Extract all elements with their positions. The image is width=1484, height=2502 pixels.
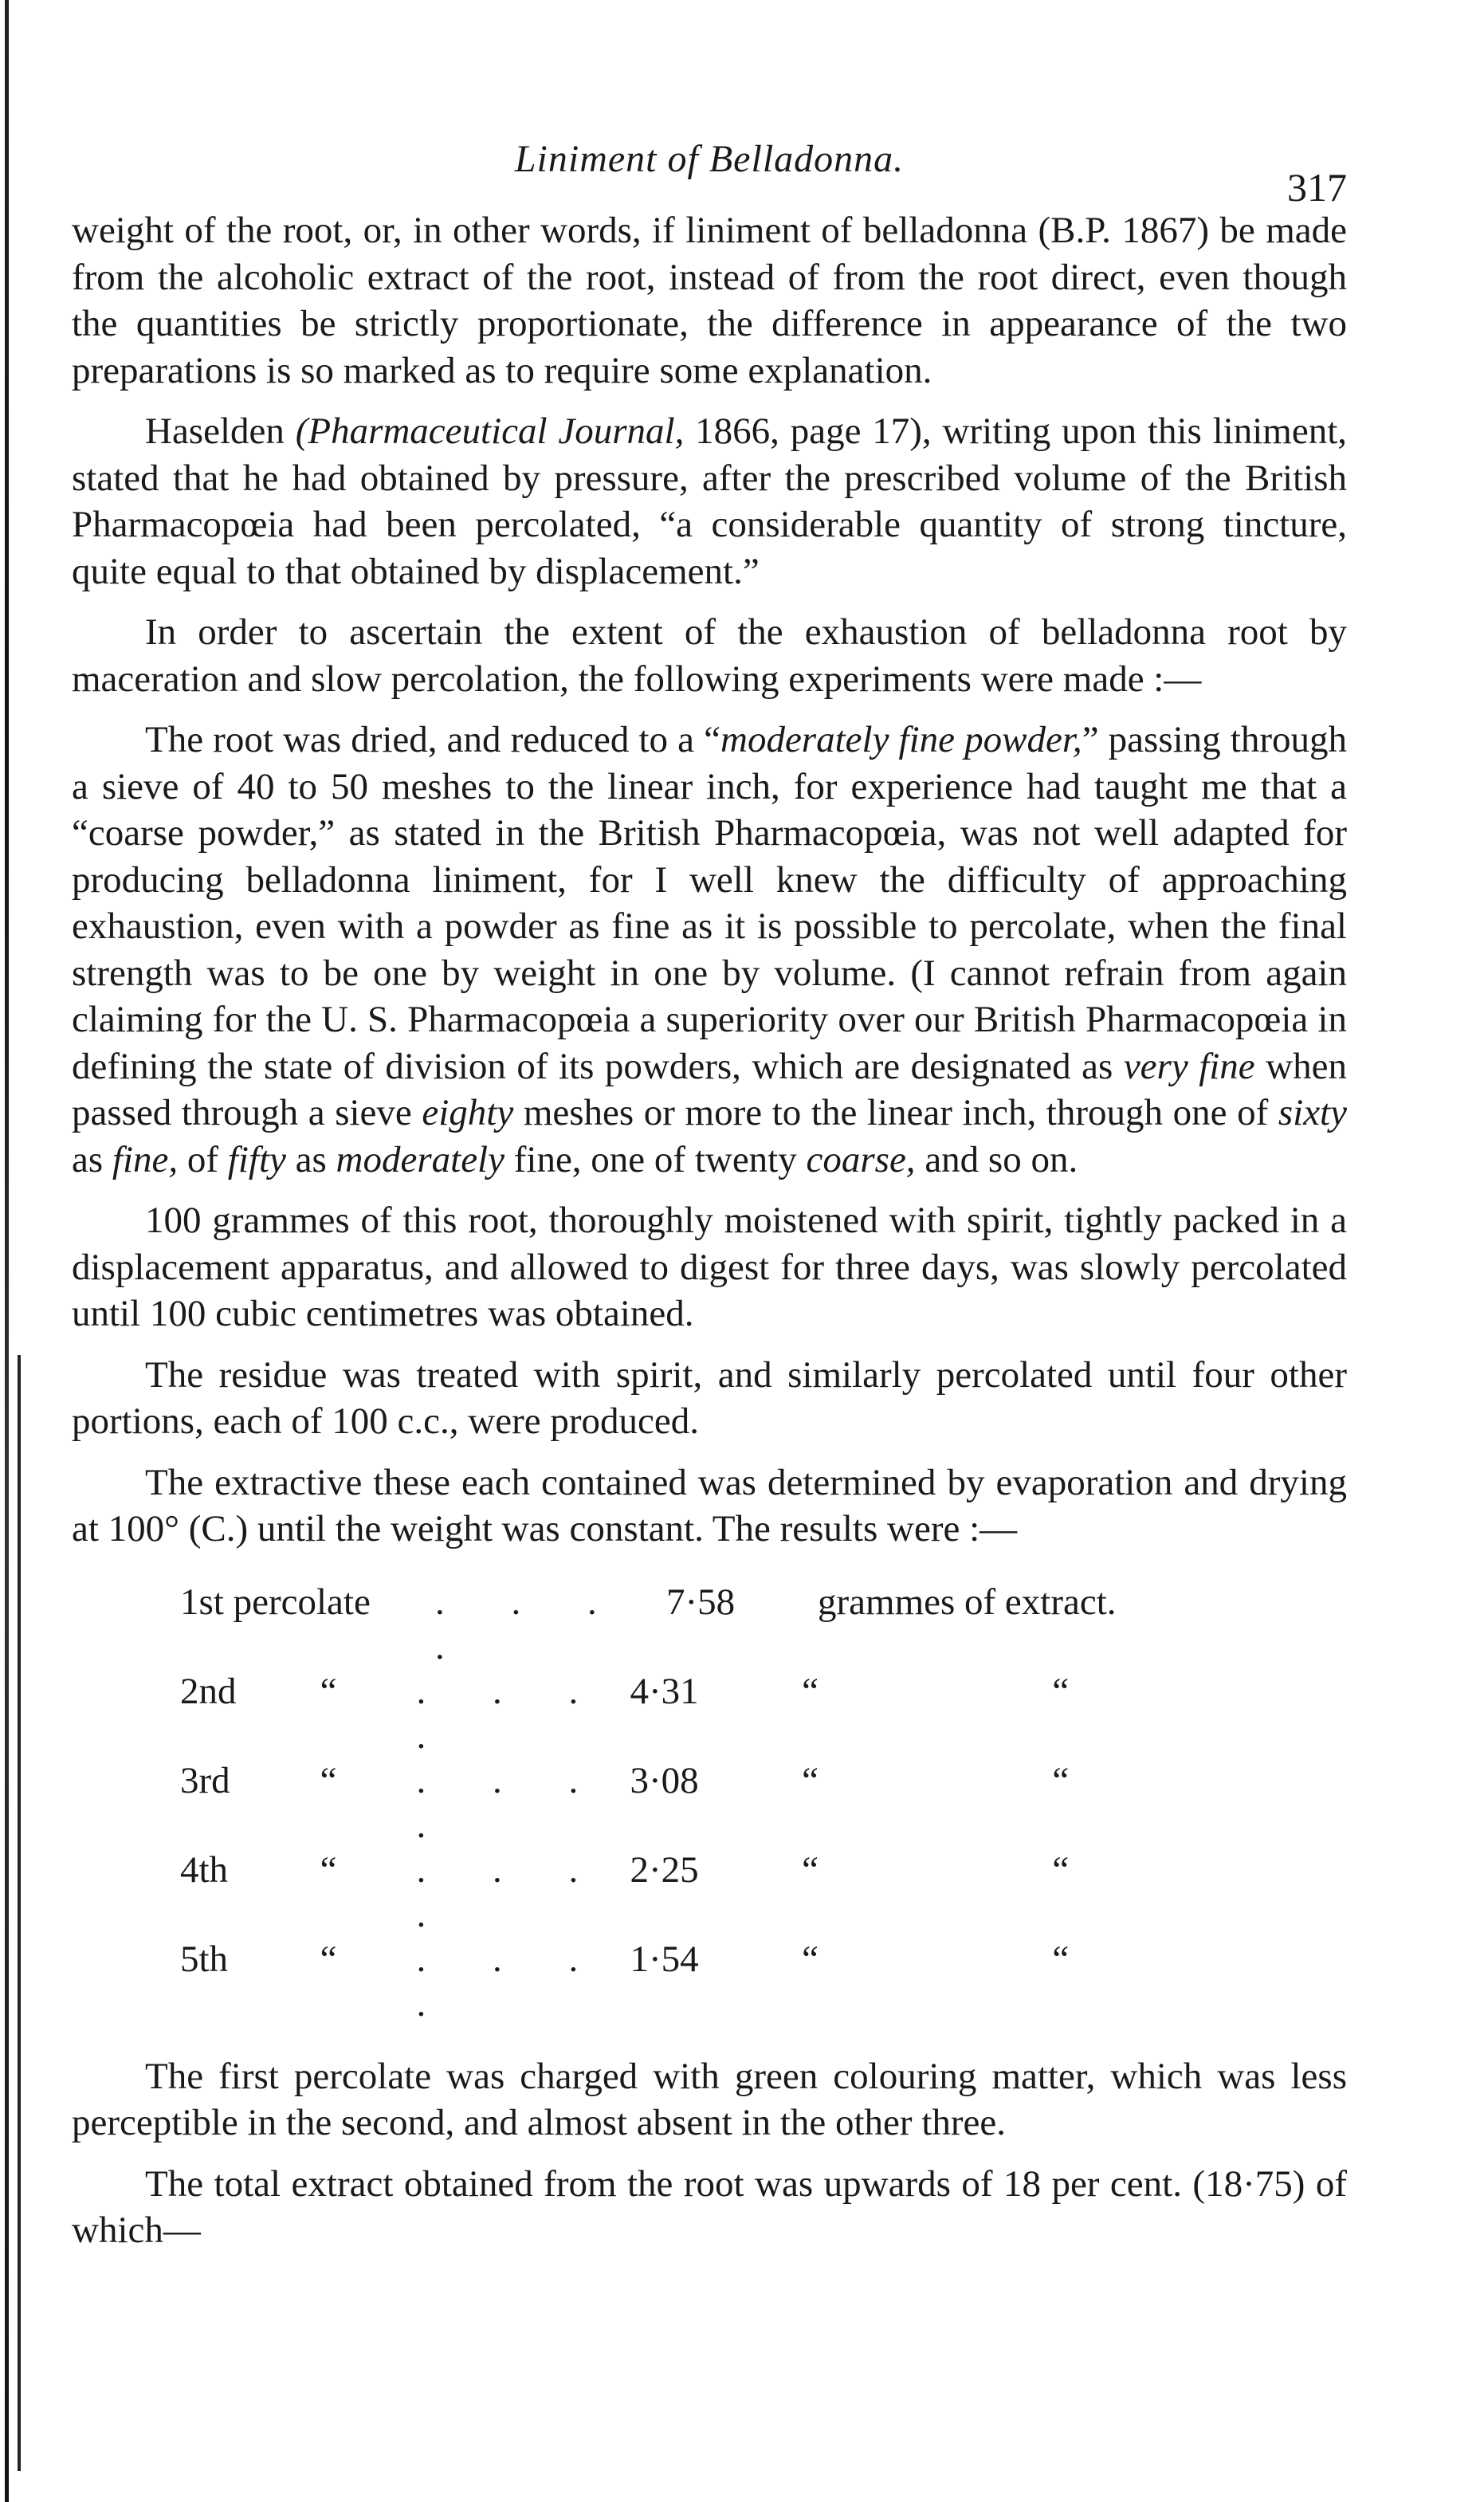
leader-dots: . . . . bbox=[416, 1670, 607, 1757]
leader-dots: . . . . bbox=[416, 1759, 607, 1846]
extract-value: 1·54 bbox=[630, 1938, 699, 1980]
extract-value: 4·31 bbox=[630, 1670, 699, 1712]
italic-segment: very fine bbox=[1123, 1045, 1255, 1087]
italic-segment: fine, bbox=[112, 1138, 179, 1180]
text-segment: and so on. bbox=[915, 1138, 1078, 1180]
table-row bbox=[180, 1937, 1347, 2026]
tail-text: of extract. bbox=[964, 1581, 1117, 1623]
paragraph-5: 100 grammes of this root, thoroughly moistened with spirit, tightly packed in a displacement apparatus, and allowed to digest for three days, was slowly percolated until 100 cubic centimetres was obtained. bbox=[72, 1200, 1347, 1334]
extract-value: 2·25 bbox=[630, 1848, 699, 1891]
ditto-mark: “ bbox=[320, 1938, 337, 1980]
paragraph-4 bbox=[72, 717, 1347, 1183]
binding-edge-shadow bbox=[18, 1355, 21, 2471]
text-segment: meshes or more to the linear inch, through one of bbox=[513, 1092, 1278, 1133]
percolate-label: 3rd bbox=[180, 1759, 230, 1801]
book-page bbox=[72, 120, 1347, 2268]
paragraph-6: The residue was treated with spirit, and similarly percolated until four other portions, each of 100 c.c., were produced. bbox=[72, 1353, 1347, 1442]
paragraph-1: weight of the root, or, in other words, if liniment of belladonna (B.P. 1867) be made from the alcoholic extract of the root, instead of from the root direct, even though the quantities be strictly proportionate, the difference in appearance of the two preparations is so marked as to require some explanation. bbox=[72, 210, 1347, 391]
leader-dots: . . . . bbox=[416, 1848, 607, 1935]
page-header bbox=[72, 120, 1347, 210]
paragraph-3: In order to ascertain the extent of the exhaustion of belladonna root by maceration and slow percolation, the following experiments were made :— bbox=[72, 611, 1347, 700]
italic-segment: (Pharmaceutical Journal, bbox=[295, 410, 685, 452]
tail-ditto: “ bbox=[1052, 1759, 1070, 1801]
table-row bbox=[180, 1580, 1347, 1669]
text-segment: of bbox=[178, 1138, 228, 1180]
italic-segment: sixty bbox=[1278, 1092, 1347, 1133]
paragraph-8: The first percolate was charged with green colouring matter, which was less perceptible in the second, and almost absent in the other three. bbox=[72, 2055, 1347, 2143]
tail-ditto: “ bbox=[1052, 1848, 1070, 1891]
text-segment: 1866, page 17), writing upon this liniment, stated that he had obtained by pressure, after the prescribed volume of the British Pharmacopœia had been percolated, “a considerable quantity of strong tincture, quite equal to that obtained by displacement.” bbox=[72, 410, 1348, 592]
percolate-label: 5th bbox=[180, 1938, 229, 1980]
italic-segment: fifty bbox=[227, 1138, 286, 1180]
paragraph-9: The total extract obtained from the root was upwards of 18 per cent. (18·75) of which— bbox=[72, 2162, 1347, 2251]
extract-value: 3·08 bbox=[630, 1759, 699, 1801]
unit-ditto: “ bbox=[802, 1848, 819, 1891]
extract-value: 7·58 bbox=[666, 1581, 736, 1623]
ditto-mark: “ bbox=[320, 1759, 337, 1801]
percolate-label: 1st percolate bbox=[180, 1581, 371, 1623]
table-row bbox=[180, 1848, 1347, 1937]
text-segment: Haselden bbox=[145, 410, 296, 452]
tail-ditto: “ bbox=[1052, 1938, 1070, 1980]
unit-ditto: “ bbox=[802, 1759, 819, 1801]
italic-segment: coarse, bbox=[806, 1138, 916, 1180]
page-number: 317 bbox=[1287, 165, 1347, 210]
paragraph-7: The extractive these each contained was determined by evaporation and drying at 100° (C.) until the weight was constant. The results were :— bbox=[72, 1461, 1347, 1550]
unit-text: grammes bbox=[818, 1581, 956, 1623]
text-segment: as bbox=[285, 1138, 336, 1180]
text-segment: fine, one of twenty bbox=[504, 1138, 807, 1180]
percolate-label: 4th bbox=[180, 1848, 229, 1891]
text-segment: when passed through a sieve bbox=[72, 1045, 1347, 1133]
unit-ditto: “ bbox=[802, 1938, 819, 1980]
ditto-mark: “ bbox=[320, 1848, 337, 1891]
italic-segment: moderately fine powder, bbox=[720, 719, 1082, 760]
leader-dots: . . . . bbox=[416, 1938, 607, 2025]
results-table bbox=[180, 1580, 1347, 2026]
text-segment: ” passing through a sieve of 40 to 50 meshes to the linear inch, for experience had taught me that a “coarse powder,” as stated in the British Pharmacopœia, was not well adapted for producing belladonna liniment, for I well knew the difficulty of approaching exhaustion, even with a powder as fine as it is possible to percolate, when the final strength was to be one by weight in one by volume. (I cannot refrain from again claiming for the U. S. Pharmacopœia a superiority over our British Pharmacopœia in defining the state of division of its powders, which are designated as bbox=[72, 719, 1347, 1087]
page-edge-shadow bbox=[5, 0, 9, 2502]
table-row bbox=[180, 1758, 1347, 1848]
table-row bbox=[180, 1669, 1347, 1758]
paragraph-2 bbox=[72, 408, 1347, 595]
percolate-label: 2nd bbox=[180, 1670, 237, 1712]
text-segment: as bbox=[72, 1138, 112, 1180]
unit-ditto: “ bbox=[802, 1670, 819, 1712]
ditto-mark: “ bbox=[320, 1670, 337, 1712]
italic-segment: eighty bbox=[422, 1092, 514, 1133]
running-head: Liniment of Belladonna. bbox=[514, 138, 905, 180]
italic-segment: moderately bbox=[336, 1138, 504, 1180]
text-segment: The root was dried, and reduced to a “ bbox=[145, 719, 720, 760]
leader-dots: . . . . bbox=[435, 1581, 626, 1667]
tail-ditto: “ bbox=[1052, 1670, 1070, 1712]
